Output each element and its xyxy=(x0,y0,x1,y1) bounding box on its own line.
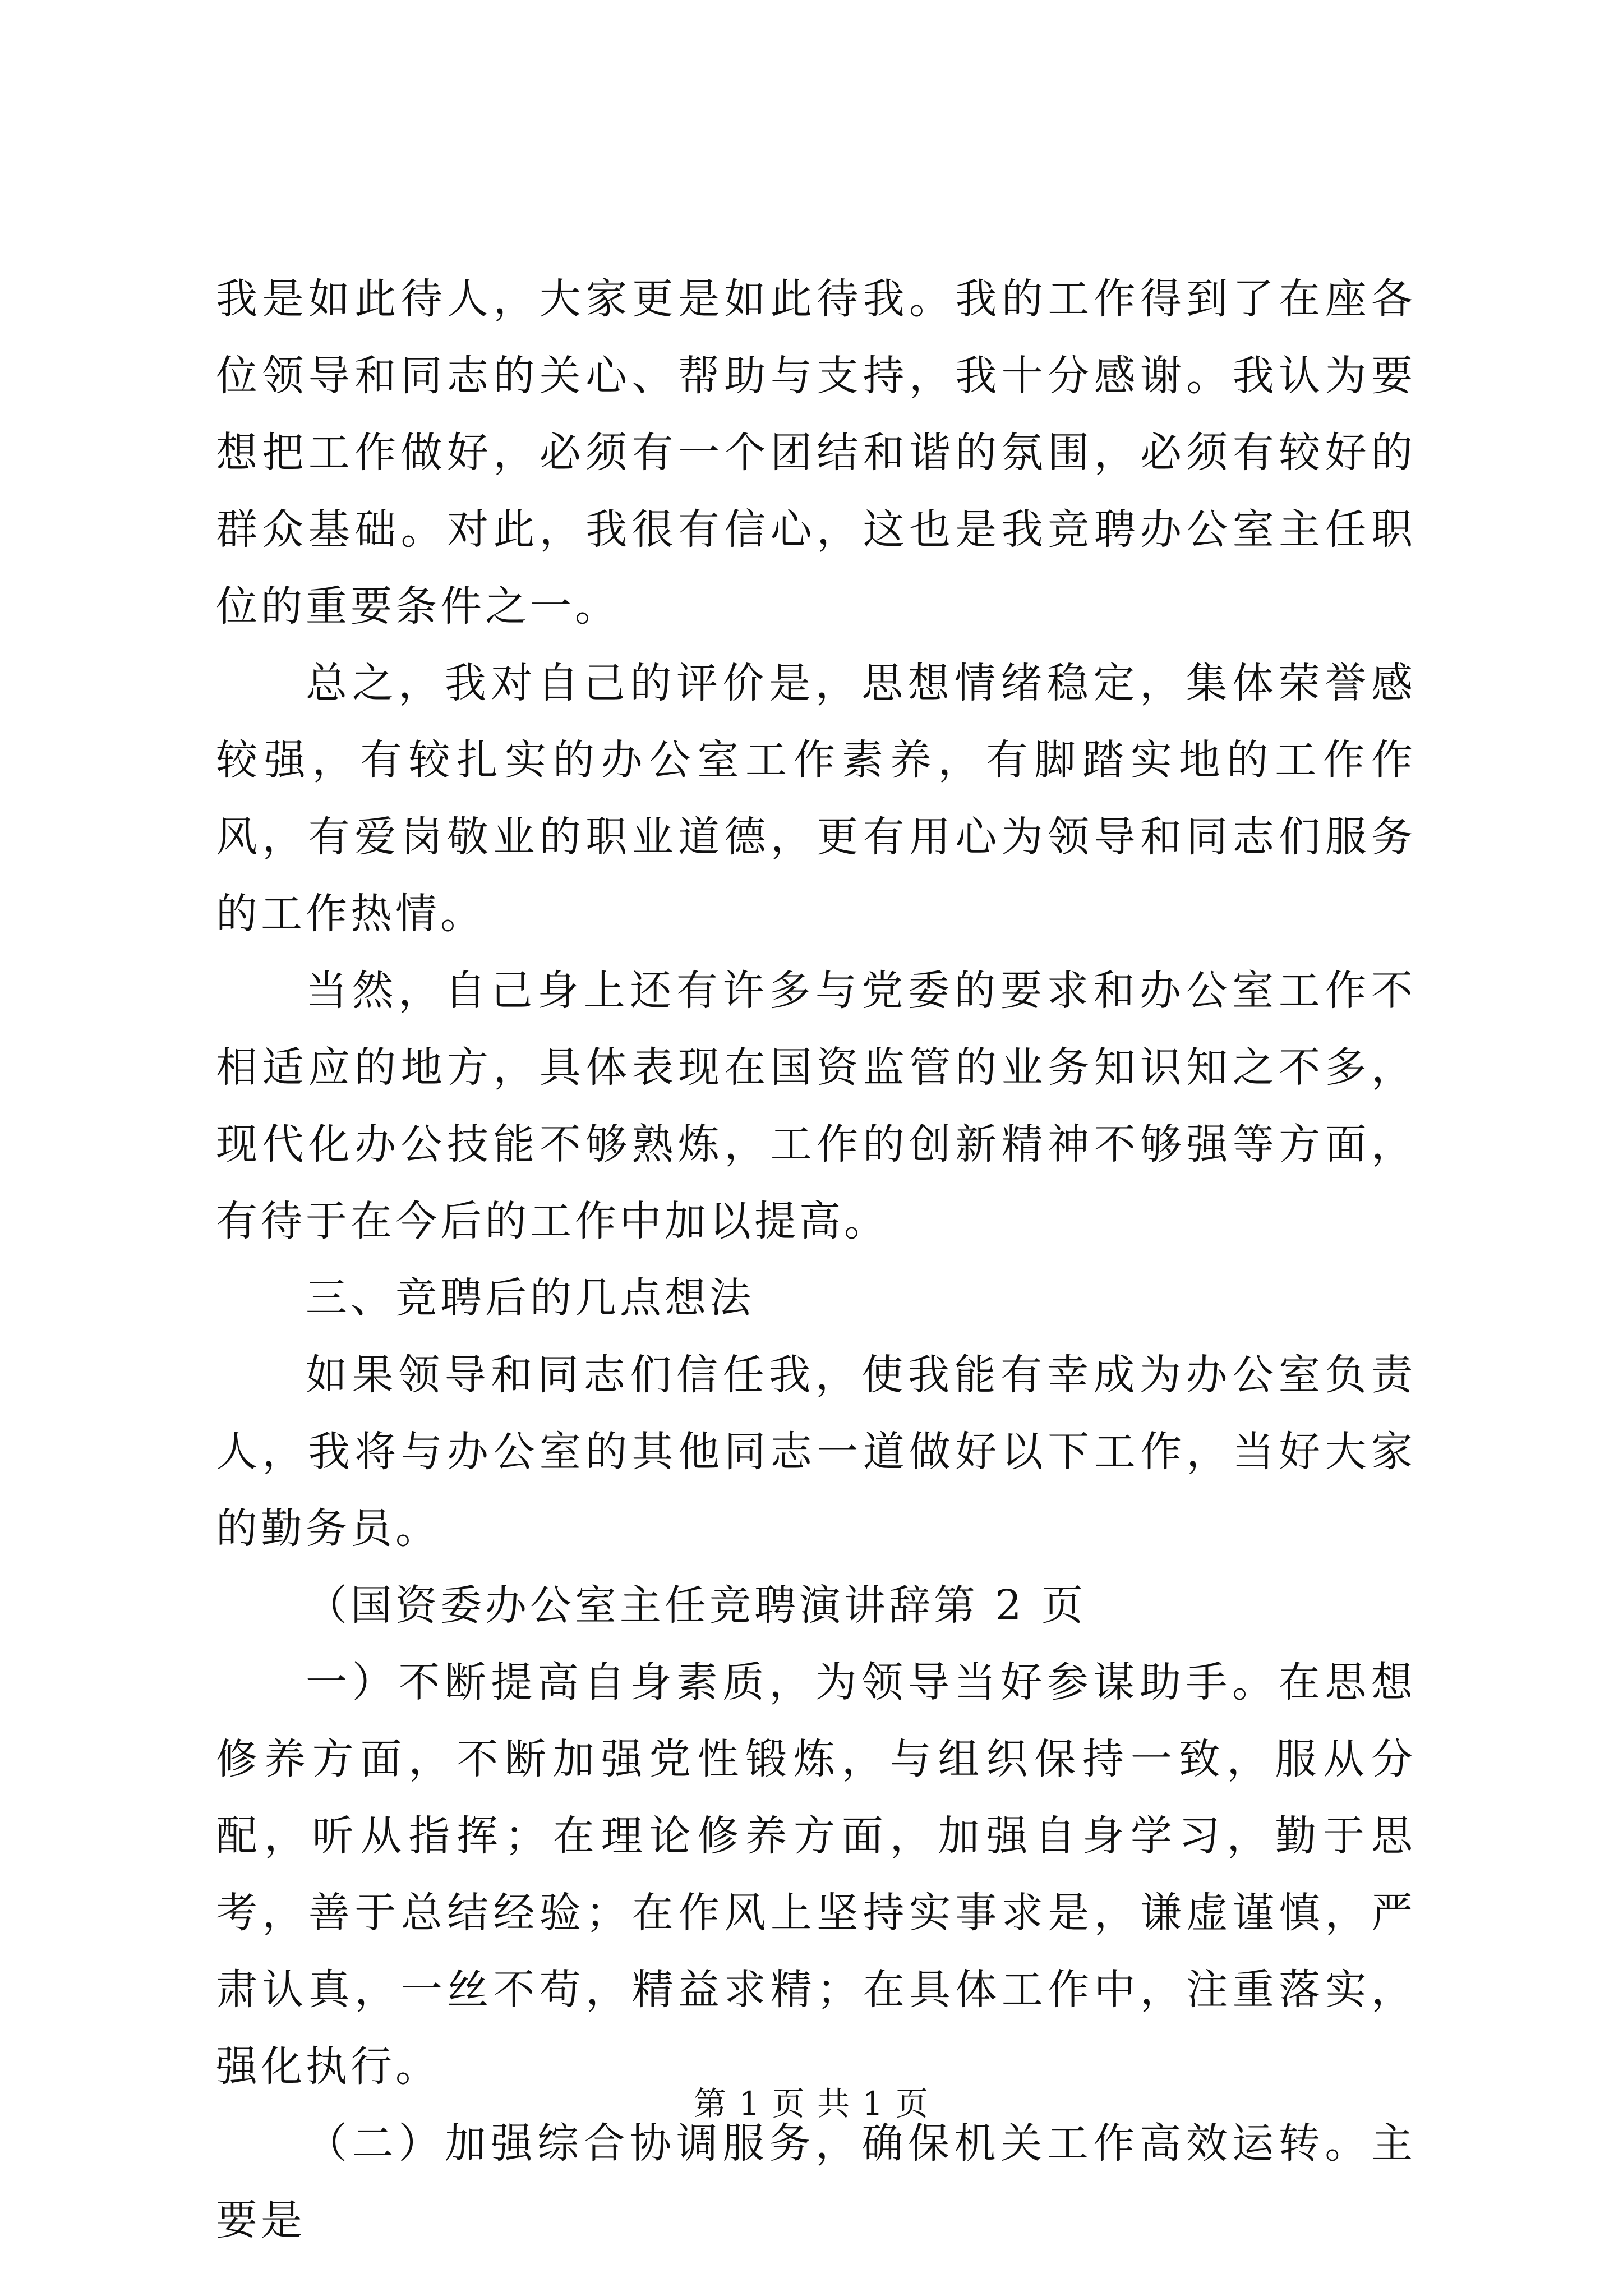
paragraph-7: （二）加强综合协调服务，确保机关工作高效运转。主要是 xyxy=(216,2119,1416,2244)
paragraph-4: 如果领导和同志们信任我，使我能有幸成为办公室负责人，我将与办公室的其他同志一道做好以下工作，当好大家的勤务员。 xyxy=(216,1351,1416,1553)
page-footer: 第 1 页 共 1 页 xyxy=(694,2085,929,2123)
paragraph-5: （国资委办公室主任竞聘演讲辞第 2 页 xyxy=(306,1581,1087,1630)
paragraph-2: 总之，我对自己的评价是，思想情绪稳定，集体荣誉感较强，有较扎实的办公室工作素养，有脚踏实地的工作作风，有爱岗敬业的职业道德，更有用心为领导和同志们服务的工作热情。 xyxy=(216,659,1416,938)
paragraph-3: 当然，自己身上还有许多与党委的要求和办公室工作不相适应的地方，具体表现在国资监管的业务知识知之不多，现代化办公技能不够熟炼，工作的创新精神不够强等方面，有待于在今后的工作中加以提高。 xyxy=(216,967,1416,1245)
section-heading: 三、竞聘后的几点想法 xyxy=(306,1274,754,1322)
paragraph-1: 我是如此待人，大家更是如此待我。我的工作得到了在座各位领导和同志的关心、帮助与支持，我十分感谢。我认为要想把工作做好，必须有一个团结和谐的氛围，必须有较好的群众基础。对此，我很有信心，这也是我竞聘办公室主任职位的重要条件之一。 xyxy=(216,275,1416,631)
document-body xyxy=(216,261,1416,2259)
paragraph-6: 一）不断提高自身素质，为领导当好参谋助手。在思想修养方面，不断加强党性锻炼，与组织保持一致，服从分配，听从指挥；在理论修养方面，加强自身学习，勤于思考，善于总结经验；在作风上坚持实事求是，谦虚谨慎，严肃认真，一丝不苟，精益求精；在具体工作中，注重落实，强化执行。 xyxy=(216,1658,1416,2091)
